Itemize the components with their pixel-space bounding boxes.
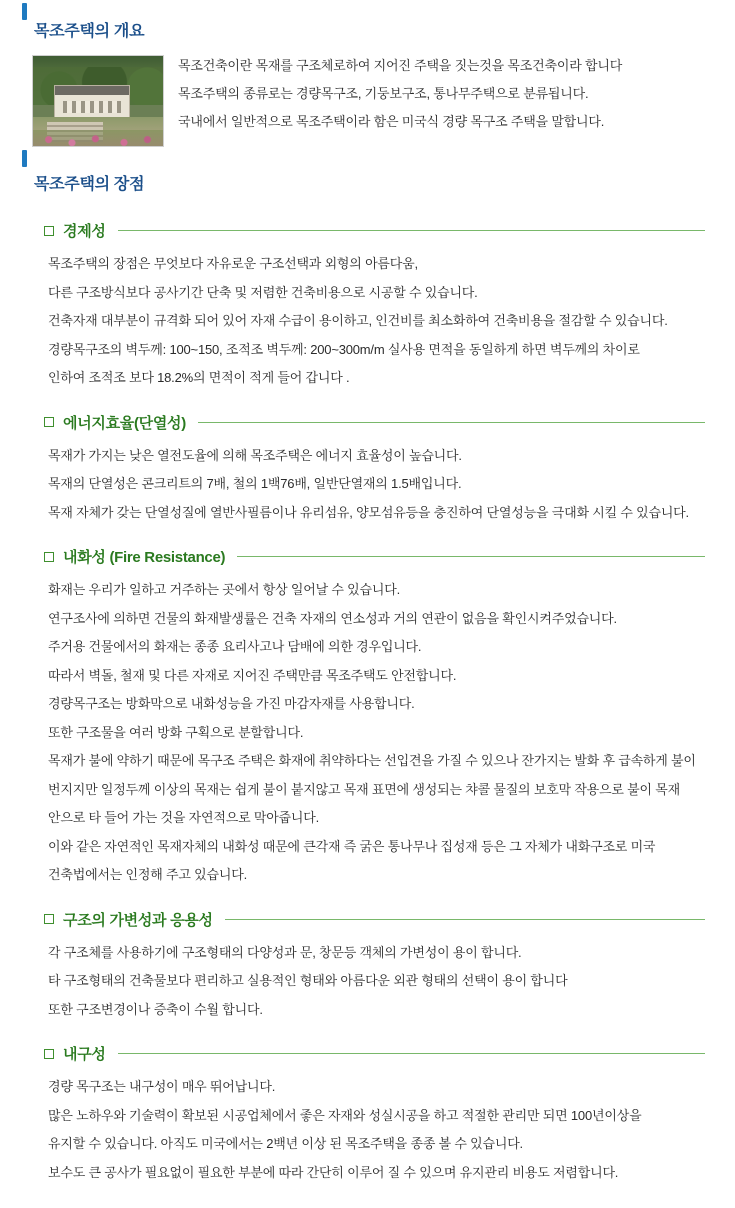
- subsection-energy-efficiency: [0, 412, 735, 523]
- body-line: 경량목구조의 벽두께: 100~150, 조적조 벽두께: 200~300m/m 실사용 면적을 동일하게 하면 벽두께의 차이로: [48, 341, 640, 357]
- subsection-title: 구조의 가변성과 응용성: [63, 911, 213, 929]
- body-line: 보수도 큰 공사가 필요없이 필요한 부분에 따라 간단히 이루어 질 수 있으며 유지관리 비용도 저렴합니다.: [48, 1164, 619, 1180]
- body-line: 경량 목구조는 내구성이 매우 뛰어납니다.: [48, 1079, 276, 1094]
- body-line: 건축자재 대부분이 규격화 되어 있어 자재 수급이 용이하고, 인건비를 최소화하여 건축비용을 절감할 수 있습니다.: [48, 313, 668, 328]
- body-line: 건축법에서는 인정해 주고 있습니다.: [48, 867, 248, 882]
- body-line: 안으로 타 들어 가는 것을 자연적으로 막아줍니다.: [48, 810, 320, 825]
- subsection-body: [44, 943, 705, 1020]
- subsection-heading: [44, 546, 705, 567]
- section-bar-icon: [22, 150, 27, 167]
- section-heading-advantages: [0, 147, 735, 194]
- subsection-fire-resistance: [0, 546, 735, 885]
- wooden-house-photo: [32, 55, 164, 147]
- heading-rule: [237, 556, 705, 557]
- subsection-durability: [0, 1043, 735, 1182]
- body-line: 인하여 조적조 보다 18.2%의 면적이 적게 들어 갑니다 .: [48, 370, 350, 385]
- subsection-heading: [44, 1043, 705, 1064]
- body-line: 목재 자체가 갖는 단열성질에 열반사필름이나 유리섬유, 양모섬유등을 충진하여 단열성능을 극대화 시킬 수 있습니다.: [48, 504, 689, 520]
- body-line: 연구조사에 의하면 건물의 화재발생률은 건축 자재의 연소성과 거의 연관이 없음을 확인시켜주었습니다.: [48, 610, 617, 626]
- body-line: 다른 구조방식보다 공사기간 단축 및 저렴한 건축비용으로 시공할 수 있습니다.: [48, 284, 478, 300]
- body-line: 이와 같은 자연적인 목재자체의 내화성 때문에 큰각재 즉 굵은 통나무나 집성재 등은 그 자체가 내화구조로 미국: [48, 838, 656, 854]
- section-bar-icon: [22, 3, 27, 20]
- square-bullet-icon: [44, 1049, 54, 1059]
- body-line: 따라서 벽돌, 철재 및 다른 자재로 지어진 주택만큼 목조주택도 안전합니다.: [48, 667, 457, 683]
- subsection-flexibility: [0, 909, 735, 1020]
- body-line: 목재가 가지는 낮은 열전도율에 의해 목조주택은 에너지 효율성이 높습니다.: [48, 447, 462, 463]
- subsection-heading: [44, 220, 705, 241]
- square-bullet-icon: [44, 417, 54, 427]
- subsection-title: 에너지효율(단열성): [63, 414, 186, 432]
- section-heading-overview: [0, 0, 735, 41]
- body-line: 주거용 건물에서의 화재는 종종 요리사고나 담배에 의한 경우입니다.: [48, 639, 422, 654]
- body-line: 목재가 불에 약하기 때문에 목구조 주택은 화재에 취약하다는 선입견을 가질 수 있으나 잔가지는 발화 후 급속하게 불이: [48, 753, 696, 768]
- body-line: 각 구조체를 사용하기에 구조형태의 다양성과 문, 창문등 객체의 가변성이 용이 합니다.: [48, 944, 522, 960]
- subsection-heading: [44, 909, 705, 930]
- photo-flowers: [33, 130, 163, 146]
- body-line: 또한 구조변경이나 증축이 수월 합니다.: [48, 1001, 263, 1017]
- body-line: 화재는 우리가 일하고 거주하는 곳에서 항상 일어날 수 있습니다.: [48, 582, 401, 597]
- subsection-body: [44, 446, 705, 523]
- overview-intro: [0, 55, 735, 147]
- square-bullet-icon: [44, 914, 54, 924]
- bottom-spacer: [0, 1182, 735, 1208]
- section-title: 목조주택의 개요: [34, 23, 145, 40]
- section-title: 목조주택의 장점: [34, 176, 145, 193]
- body-line: 경량목구조는 방화막으로 내화성능을 가진 마감자재를 사용합니다.: [48, 696, 415, 711]
- subsection-title: 내화성 (Fire Resistance): [63, 549, 226, 566]
- subsection-title: 경제성: [63, 223, 106, 240]
- body-line: 번지지만 일정두께 이상의 목재는 쉽게 불이 붙지않고 목재 표면에 생성되는 챠콜 물질의 보호막 작용으로 불이 목재: [48, 781, 681, 797]
- heading-rule: [225, 919, 705, 920]
- subsection-body: [44, 254, 705, 388]
- body-line: 타 구조형태의 건축물보다 편리하고 실용적인 형태와 아름다운 외관 형태의 선택이 용이 합니다: [48, 973, 568, 988]
- overview-line: 목조건축이란 목재를 구조체로하여 지어진 주택을 짓는것을 목조건축이라 합니다: [178, 58, 623, 73]
- heading-rule: [198, 422, 705, 423]
- subsection-economy: [0, 220, 735, 388]
- subsection-body: [44, 580, 705, 885]
- body-line: 목조주택의 장점은 무엇보다 자유로운 구조선택과 외형의 아름다움,: [48, 256, 418, 271]
- body-line: 목재의 단열성은 콘크리트의 7배, 철의 1백76배, 일반단열재의 1.5배입니다.: [48, 476, 462, 491]
- subsection-body: [44, 1077, 705, 1182]
- heading-rule: [118, 1053, 705, 1054]
- subsection-heading: [44, 412, 705, 433]
- body-line: 또한 구조물을 여러 방화 구획으로 분할합니다.: [48, 724, 304, 740]
- overview-text: [178, 55, 622, 147]
- body-line: 유지할 수 있습니다. 아직도 미국에서는 2백년 이상 된 목조주택을 종종 볼 수 있습니다.: [48, 1136, 523, 1151]
- heading-rule: [118, 230, 705, 231]
- body-line: 많은 노하우와 기술력이 확보된 시공업체에서 좋은 자재와 성실시공을 하고 적절한 관리만 되면 100년이상을: [48, 1107, 642, 1123]
- overview-line: 국내에서 일반적으로 목조주택이라 함은 미국식 경량 목구조 주택을 말합니다.: [178, 113, 605, 129]
- square-bullet-icon: [44, 552, 54, 562]
- subsection-title: 내구성: [63, 1046, 106, 1063]
- square-bullet-icon: [44, 226, 54, 236]
- overview-line: 목조주택의 종류로는 경량목구조, 기둥보구조, 통나무주택으로 분류됩니다.: [178, 85, 589, 101]
